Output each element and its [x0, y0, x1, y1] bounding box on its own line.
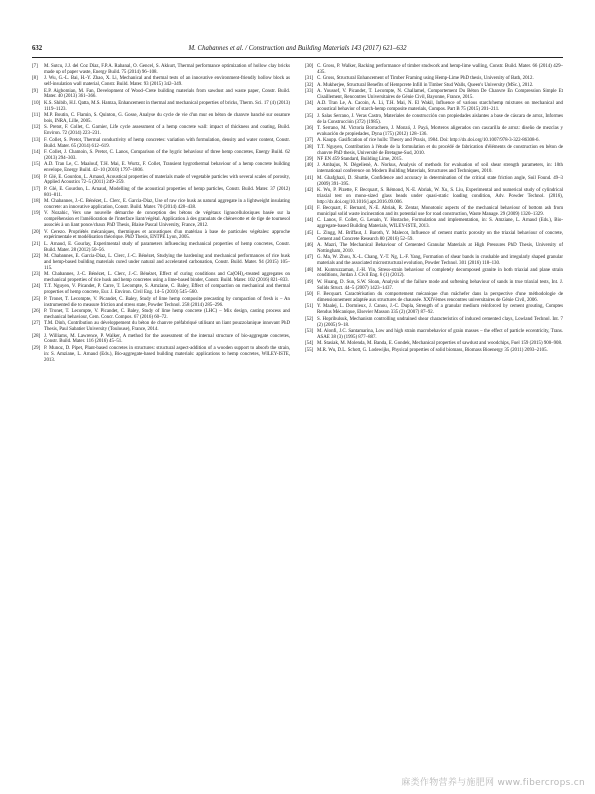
reference-number: [33] — [305, 89, 314, 95]
reference-item — [305, 243, 563, 255]
reference-number: [52] — [305, 316, 314, 322]
reference-item — [32, 284, 290, 296]
reference-text: S. Hopribulsuk, Mechanism controlling undrained shear characteristics of induced cemented clays, Lowland Technol. Int. 7 (2) (2005) 9–18. — [317, 316, 563, 328]
reference-item — [305, 138, 563, 144]
reference-text: A. Mukherjee, Structural Benefits of Hempcrete Infill in Timber Stud Walls, Queen's University (MSc.), 2012. — [317, 82, 534, 88]
reference-text: L. Arnaud, E. Gourlay, Experimental study of parameters influencing mechanical properties of hemp concretes, Constr. Build. Mater. 28 (2012) 50–56. — [44, 241, 290, 253]
reference-text: A.D. Tran Le, C. Maalouf, T.H. Mai, E. Wurtz, F. Collet, Transient hygrothermal behaviour of a hemp concrete building envelope, Energy Build. 42–10 (2010) 1797–1806. — [44, 162, 290, 174]
reference-number: [12] — [32, 125, 41, 131]
reference-item — [32, 64, 290, 76]
reference-number: [25] — [32, 296, 41, 302]
reference-item — [305, 126, 563, 138]
reference-text: NF EN 459 Standard, Building Lime, 2015. — [317, 157, 403, 162]
reference-item — [305, 157, 563, 163]
reference-item — [32, 187, 290, 199]
reference-text: S. Pretot, F. Collet, C. Garnier, Life cycle assessment of a hemp concrete wall: impact of thickness and coating, Build. Environ. 72 (2014) 223–231. — [44, 125, 290, 137]
reference-item — [305, 317, 563, 329]
reference-number: [49] — [305, 279, 314, 285]
page-header — [32, 42, 563, 54]
reference-number: [36] — [305, 126, 314, 131]
reference-text: T.T. Nguyen, Contribution à l'étude de la formulation et du procédé de fabrication d'éléments de construction en béton de chanvre PhD thesis, Université de Bretagne-Sud, 2010. — [317, 144, 563, 156]
reference-text: M. Chabannes, J.-C. Bénézet, L. Clerc, J.-C. Bénézet, Effect of curing conditions and Ca(OH)₂-treated aggregates on mechanical properties of rice husk and hemp concretes using a lime-based binder, Constr. Build. Mater. 102 (2016) 821–833. — [44, 272, 290, 284]
reference-text: L. Zingg, M. Briffaut, J. Baroth, Y. Malecot, Influence of cement matrix porosity on the triaxial behaviour of concrete, Cement and Concrete Research 80 (2016) 52–59. — [317, 230, 563, 242]
reference-text: T.M. Dinh, Contribution au développement du béton de chanvre préfabriqué utilisant un liant pouzzolanique innovant PhD Thesis, Paul Sabatier University (Toulouse), France, 2014. — [44, 321, 290, 333]
reference-item — [32, 242, 290, 254]
reference-text: J. Ambajus, N. Dègelienè, A. Norkus, Analysis of methods for evaluation of soil shear strength parameters, in: 10th international conference on Modern Building Materials, Structures and Techniques, 2010. — [317, 163, 563, 175]
reference-item — [32, 230, 290, 242]
reference-item — [305, 280, 563, 292]
reference-text: M. Stasiak, M. Molenda, M. Banda, E. Gondek, Mechanical properties of sawdust and woodchips, Fuel 159 (2015) 900–908. — [317, 341, 563, 347]
reference-number: [16] — [32, 174, 41, 180]
reference-item — [305, 329, 563, 341]
reference-text: C. Gross, P. Walker, Racking performance of timber studwork and hemp-lime walling, Constr. Build. Mater. 66 (2014) 429–435. — [317, 64, 563, 75]
reference-text: A. Kaupp. Gasification of rice hulls: Theory and Praxis, 1984. Doi: http://dx.doi.org/10.1007/978-3-322-86308-6. — [317, 138, 540, 144]
reference-text: T.T. Nguyen, V. Picandet, P. Carre, T. Lecompte, S. Amziane, C. Baley, Effect of compaction on mechanical and thermal properties of hemp concrete, Eur. J. Environ. Civil Eng. 14–5 (2010) 545–560. — [44, 284, 290, 296]
reference-number: [29] — [32, 345, 41, 351]
reference-number: [34] — [305, 101, 314, 107]
reference-item — [32, 76, 290, 88]
reference-number: [54] — [305, 341, 314, 347]
reference-text: V. Cerezo. Propriétés mécaniques, thermiques et acoustiques d'un matériau à base de particules végétales: approche expérimentale et modélisation théorique. PhD Thesis, ENTPE Lyon, 2005. — [44, 229, 290, 241]
reference-item — [32, 175, 290, 187]
reference-number: [18] — [32, 199, 41, 205]
reference-item — [32, 89, 290, 101]
reference-text: A. Youssef, V. Picandet, T. Lecompte, N. Challamel, Comportement Du Béton De Chanvre En Compression Simple Et Cisaillement, Rencontres Universitaires de Génie Civil, Bayonne, France, 2015. — [317, 89, 563, 100]
reference-item — [32, 162, 290, 174]
reference-number: [45] — [305, 230, 314, 236]
reference-number: [21] — [32, 241, 41, 247]
reference-number: [17] — [32, 186, 41, 192]
reference-item — [32, 211, 290, 229]
reference-item — [32, 297, 290, 309]
running-title: M. Chabannes et al. / Construction and Building Materials 143 (2017) 621–632 — [188, 44, 407, 52]
references-columns — [32, 64, 563, 760]
reference-text: E.P. Aigbomian, M. Fan, Development of Wood–Crete building materials from sawdust and waste paper, Constr. Build. Mater. 40 (2013) 361–366. — [44, 88, 290, 100]
reference-number: [41] — [305, 175, 314, 181]
reference-number: [7] — [32, 64, 38, 69]
reference-text: K. Wu, P. Pizette, F. Becquart, S. Rémond, N.-E. Abriak, W. Xu, S. Liu, Experimental and numerical study of cylindrical triaxial test on mono-sized glass beads under quasi-static loading condition, Adv. Powder Technol. (2016), http://dx.doi.org/10.1016/j.apt.2016.09.006. — [317, 188, 563, 205]
reference-text: J. Wu, G.-L. Bai, H.-Y. Zhao, X. Li, Mechanical and thermal tests of an innovative environment-friendly hollow block as self-insulation wall material, Constr. Build. Mater. 93 (2015) 342–349. — [44, 76, 290, 88]
reference-text: W. Huang, D. Sun, S.W. Sloan, Analysis of the failure mode and softening behaviour of sands in true triaxial tests, Int. J. Solids Struct. 44–5 (2007) 1423–1437. — [317, 279, 563, 291]
reference-item — [305, 218, 563, 230]
reference-number: [26] — [32, 309, 41, 315]
reference-item — [305, 163, 563, 175]
reference-item — [305, 101, 563, 113]
reference-number: [23] — [32, 272, 41, 278]
reference-text: J. Williams, M. Lawrence, P. Walker, A method for the assessment of the internal structure of bio-aggregate concretes, Constr. Build. Mater. 116 (2016) 45–51. — [44, 333, 290, 345]
reference-text: K.S. Shibib, H.I. Qatta, M.S. Hamza, Enhancement in thermal and mechanical properties of bricks, Therm. Sci. 17 (4) (2013) 1119–1123. — [44, 100, 290, 112]
reference-item — [305, 348, 563, 354]
reference-item — [305, 255, 563, 267]
reference-number: [39] — [305, 157, 314, 162]
reference-number: [46] — [305, 242, 314, 248]
header-rule — [32, 57, 563, 58]
reference-number: [30] — [305, 64, 314, 69]
reference-item — [305, 231, 563, 243]
reference-number: [8] — [32, 76, 38, 82]
reference-number: [20] — [32, 229, 41, 235]
reference-number: [43] — [305, 206, 314, 212]
reference-item — [32, 254, 290, 272]
reference-item — [305, 292, 563, 304]
reference-item — [32, 125, 290, 137]
page-number: 632 — [32, 44, 43, 52]
reference-item — [305, 268, 563, 280]
reference-number: [28] — [32, 333, 41, 339]
reference-item — [32, 309, 290, 321]
reference-item — [305, 145, 563, 157]
reference-item — [32, 321, 290, 333]
reference-item — [32, 334, 290, 346]
reference-text: M.P. Boutin, C. Flamin, S. Quinton, G. Gosse, Analyse du cycle de vie d'un mur en béton de chanvre banché sur ossature bois, INRA, Lille, 2005. — [44, 113, 290, 124]
reference-number: [47] — [305, 255, 314, 261]
reference-number: [13] — [32, 137, 41, 143]
reference-number: [24] — [32, 284, 41, 290]
watermark: 麻类作物营养与施肥网 www.fibercrops.cn — [401, 778, 585, 788]
reference-number: [55] — [305, 347, 314, 353]
reference-number: [9] — [32, 88, 38, 94]
reference-number: [44] — [305, 218, 314, 224]
reference-text: M.R. Wu, D.L. Schott, G. Lodewijks, Physical properties of solid biomass, Biomass Bioenergy 35 (2011) 2093–2105. — [317, 347, 548, 353]
reference-item — [305, 188, 563, 206]
reference-item — [305, 83, 563, 89]
reference-item — [32, 113, 290, 125]
reference-number: [22] — [32, 254, 41, 260]
reference-item — [32, 150, 290, 162]
reference-item — [32, 199, 290, 211]
reference-text: M. Sutcu, J.J. del Coz Díaz, F.P.A. Rabanal, O. Gencel, S. Akkurt, Thermal performance optimization of hollow clay bricks made up of paper waste, Energy Build. 75 (2014) 96–108. — [44, 64, 290, 75]
reference-item — [305, 64, 563, 76]
reference-number: [35] — [305, 113, 314, 119]
reference-number: [11] — [32, 113, 40, 119]
reference-text: V. Nozahic, Vers une nouvelle démarche de conception des bétons de végétaux lignocellulosiques basée sur la compréhension et l'amélioration de l'interface liant/végétal. Application à des granulats de chènevotte et de tige de tournesol associés à un liant ponce/chaux PhD Thesis, Blaise Pascal University, France, 2012. — [44, 211, 290, 229]
reference-text: P. Munoz, D. Pipet, Plant-based concretes in structures: structural aspect-addition of a wooden support to absorb the strain, in: S. Amziane, L. Arnaud (Eds.), Bio-aggregate-based building materials: applications to hemp concretes, WILEY-ISTE, 2013. — [44, 345, 290, 363]
reference-number: [48] — [305, 267, 314, 273]
reference-text: F. Becquart, F. Bernard, N.-E. Abriak, R. Zentar, Monotonic aspects of the mechanical behaviour of bottom ash from municipal solid waste incineration and its potential use for road construction, Waste Manage. 29 (2009) 1320–1329. — [317, 206, 563, 217]
reference-number: [19] — [32, 211, 41, 217]
reference-text: G. Ma, W. Zhou, X.-L. Chang, Y.-T. Ng, L.-F. Yang, Formation of shear bands in crushable and irregularly shaped granular materials and the associated microstructural evolution, Powder Technol. 301 (2016) 118–130. — [317, 255, 563, 267]
reference-item — [32, 101, 290, 113]
reference-number: [53] — [305, 328, 314, 334]
reference-number: [51] — [305, 304, 314, 310]
reference-number: [50] — [305, 292, 314, 298]
reference-item — [305, 76, 563, 82]
reference-text: P. Glé, E. Gourdon, L. Arnaud, Acoustical properties of materials made of vegetable particles with several scales of porosity, Applied Acoustics 72–5 (2011) 249–259. — [44, 174, 290, 186]
reference-text: A.D. Tran Le, A. Cacoin, A. Li, T.H. Mai, N. El Wakil, Influence of various starch/hemp mixtures on mechanical and acoustical behavior of starch-hemp composite materials, Compos. Part B 75 (2015) 201–211. — [317, 101, 563, 113]
reference-item — [32, 272, 290, 284]
reference-text: M. Kumruzzaman, J.-H. Yin, Stress-strain behaviour of completely decomposed granite in both triaxial and plane strain conditions, Jordan J. Civil Eng. 6 (1) (2012). — [317, 267, 563, 279]
reference-number: [37] — [305, 138, 314, 144]
reference-item — [32, 346, 290, 364]
reference-text: F. Becquart. Caractérisation du comportement mécanique d'un mâchefer dans la perspective d'une méthodologie de dimensionnement adaptée aux structures de chaussée. XXIVèmes rencontres universitaires de Génie Civil, 2006. — [317, 292, 563, 303]
reference-text: M. Chabannes, J.-C. Bénézet, L. Clerc, E. Garcia-Diaz, Use of raw rice husk as natural aggregate in a lightweight insulating concrete: an innovative application, Constr. Build. Mater. 70 (2014) 428–438. — [44, 199, 290, 210]
reference-item — [32, 138, 290, 150]
reference-item — [305, 89, 563, 101]
reference-number: [42] — [305, 188, 314, 193]
reference-number: [31] — [305, 76, 314, 82]
references-right-column — [305, 64, 563, 760]
reference-text: M. Ghafghazi, D. Shuttle, Confidence and accuracy in determination of the critical state friction angle, Soil Found. 49–3 (2009) 391–395. — [317, 175, 563, 187]
reference-item — [305, 341, 563, 347]
reference-number: [32] — [305, 82, 314, 88]
reference-text: Y. Maalej, L. Dormieux, J. Canou, J.-C. Dupla, Strength of a granular medium reinforced by cement grouting, Comptes Rendus Mécanique, Elsevier Masson 335 (2) (2007) 87–92. — [317, 304, 563, 316]
reference-text: P. Glé, E. Gourdon, L. Arnaud, Modelling of the acoustical properties of hemp particles, Constr. Build. Mater. 37 (2012) 801–811. — [44, 186, 290, 198]
reference-number: [10] — [32, 100, 41, 106]
reference-text: M. Chabannes, E. Garcia-Diaz, L. Clerc, J.-C. Bénézet, Studying the hardening and mechanical performances of rice husk and hemp-based building materials cured under natural and accelerated carbonation, Constr. Build. Mater. 94 (2015) 105–115. — [44, 254, 290, 271]
references-left-column — [32, 64, 290, 760]
reference-text: M. Alonfi, J.C. Santamarina, Low and high strain macrobehavior of grain masses – the effect of particle eccentricity, Trans. ASAE 38 (3) (1995) 877–887. — [317, 328, 563, 340]
reference-text: C. Lanos, F. Collet, G. Lenain, Y. Hustache, Formulation and implementation, in: S. Amziane, L. Arnaud (Eds.), Bio-aggregate-based Building Materials, WILEY-ISTE, 2013. — [317, 218, 563, 230]
reference-number: [27] — [32, 321, 41, 327]
reference-text: A. Mazri, The Mechanical Behaviour of Cemented Granular Materials at High Pressures PhD Thesis, University of Nottingham, 2010. — [317, 242, 563, 254]
reference-text: C. Gross, Structural Enhancement of Timber Framing using Hemp-Lime PhD thesis, University of Bath, 2012. — [317, 76, 534, 82]
reference-item — [305, 176, 563, 188]
reference-text: F. Collet, S. Pretot, Thermal conductivity of hemp concretes: variation with formulation, density and water content, Constr. Build. Mater. 65 (2014) 612–619. — [44, 137, 290, 149]
reference-text: P. Tronet, T. Lecompte, V. Picandet, C. Baley, Study of lime hemp concrete (LHC) – Mix design, casting process and mechanical behaviour, Cem. Concr. Compos. 67 (2016) 60–72. — [44, 309, 290, 320]
reference-number: [38] — [305, 144, 314, 150]
reference-text: F. Collet, J. Chamoin, S. Pretot, C. Lanos, Comparison of the hygric behaviour of three hemp concretes, Energy Build. 62 (2013) 294–303. — [44, 149, 290, 161]
reference-item — [305, 304, 563, 316]
reference-item — [305, 114, 563, 126]
reference-item — [305, 206, 563, 218]
reference-number: [40] — [305, 163, 314, 169]
reference-text: P. Tronet, T. Lecompte, V. Picandet, C. Baley, Study of lime hemp composite precasting by compaction of fresh is – An instrumented die to measure friction and stress state, Powder Technol. 258 (2014) 285–296. — [44, 296, 290, 308]
reference-number: [14] — [32, 149, 41, 155]
reference-text: J. Salas Serrano, J. Veras Castro, Materiales de construcción con propiedades aislantes a base de cáscara de arroz, Informes de la Construcción (372) (1985). — [317, 113, 563, 125]
reference-number: [15] — [32, 162, 41, 168]
reference-text: T. Serrano, M. Victoria Borrachero, J. Monzó, J. Payá, Morteros aligerados con cascarilla de arroz: diseño de mezclas y evaluación de propiedades, Dyna (175) (2012) 128–136. — [317, 126, 563, 137]
